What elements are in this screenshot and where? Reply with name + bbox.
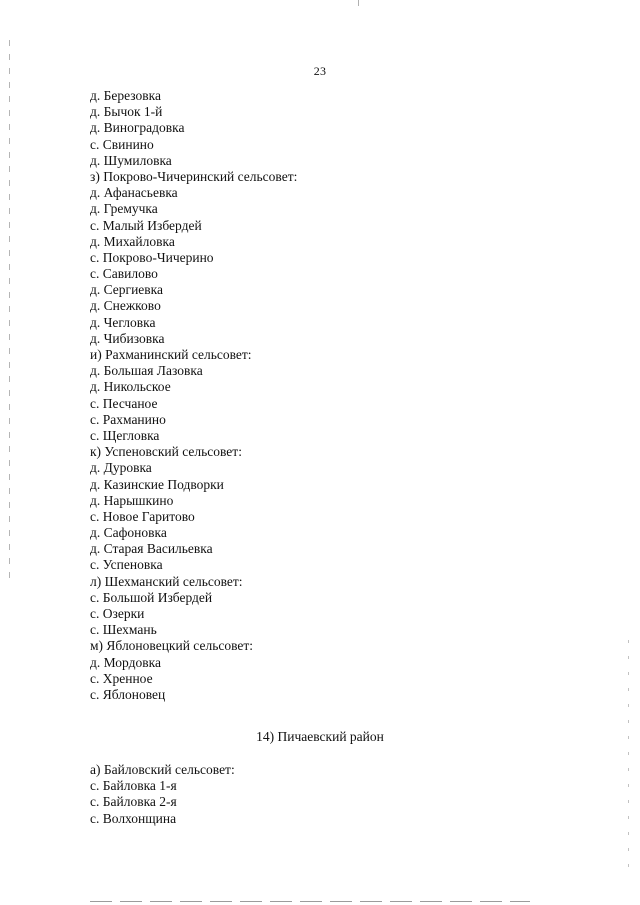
council-heading: з) Покрово-Чичеринский сельсовет:: [90, 168, 298, 184]
council-heading: а) Байловский сельсовет:: [90, 762, 235, 777]
settlement-entry: д. Снежково: [90, 298, 161, 314]
settlement-entry: с. Малый Избердей: [90, 217, 202, 233]
settlement-entry: д. Мордовка: [90, 654, 161, 670]
settlement-entry: с. Байловка 2-я: [90, 794, 177, 810]
settlement-entry: д. Нарышкино: [90, 492, 174, 508]
settlement-entry: д. Казинские Подворки: [90, 476, 224, 492]
scan-artifact-bottom: [90, 901, 530, 902]
council-heading: м) Яблоновецкий сельсовет:: [90, 638, 254, 654]
settlement-entry: с. Щегловка: [90, 427, 160, 443]
settlement-entry: д. Сергиевка: [90, 282, 164, 298]
settlement-entry: с. Хренное: [90, 670, 153, 686]
settlement-entry: д. Михайловка: [90, 233, 175, 249]
settlement-entry: д. Никольское: [90, 379, 171, 395]
settlement-entry: д. Чибизовка: [90, 330, 165, 346]
settlement-entry: с. Рахманино: [90, 411, 166, 427]
settlement-entry: д. Сафоновка: [90, 525, 167, 541]
page-number: 23: [313, 64, 327, 78]
settlement-entry: д. Большая Лазовка: [90, 363, 203, 379]
scan-artifact-left: [9, 40, 10, 580]
district-settlement-list: [90, 762, 235, 827]
settlement-entry: с. Шехмань: [90, 622, 157, 638]
settlement-entry: с. Новое Гаритово: [90, 508, 195, 524]
settlement-entry: д. Чегловка: [90, 314, 156, 330]
settlement-entry: с. Успеновка: [90, 557, 163, 573]
settlement-entry: с. Байловка 1-я: [90, 778, 177, 794]
scan-artifact-top: [358, 0, 359, 6]
district-heading: 14) Пичаевский район: [256, 729, 384, 744]
council-heading: л) Шехманский сельсовет:: [90, 573, 243, 589]
settlement-entry: д. Гремучка: [90, 201, 158, 217]
settlement-entry: д. Виноградовка: [90, 120, 185, 136]
settlement-entry: с. Свинино: [90, 136, 154, 152]
settlement-entry: д. Старая Васильевка: [90, 541, 213, 557]
settlement-entry: с. Волхонщина: [90, 810, 177, 826]
settlement-entry: д. Березовка: [90, 88, 161, 103]
settlement-entry: д. Дуровка: [90, 460, 152, 476]
settlement-entry: с. Яблоновец: [90, 686, 166, 702]
scan-artifact-right: [628, 640, 629, 870]
settlement-entry: с. Савилово: [90, 266, 158, 282]
council-heading: и) Рахманинский сельсовет:: [90, 347, 252, 362]
settlement-entry: с. Песчаное: [90, 395, 158, 411]
settlement-entry: д. Афанасьевка: [90, 185, 178, 201]
settlement-entry: с. Покрово-Чичерино: [90, 249, 214, 265]
settlement-entry: д. Шумиловка: [90, 152, 172, 168]
settlement-entry: д. Бычок 1-й: [90, 104, 163, 120]
settlement-entry: с. Большой Избердей: [90, 589, 213, 605]
council-heading: к) Успеновский сельсовет:: [90, 444, 242, 460]
settlement-entry: с. Озерки: [90, 606, 145, 621]
settlement-list: [90, 88, 297, 703]
